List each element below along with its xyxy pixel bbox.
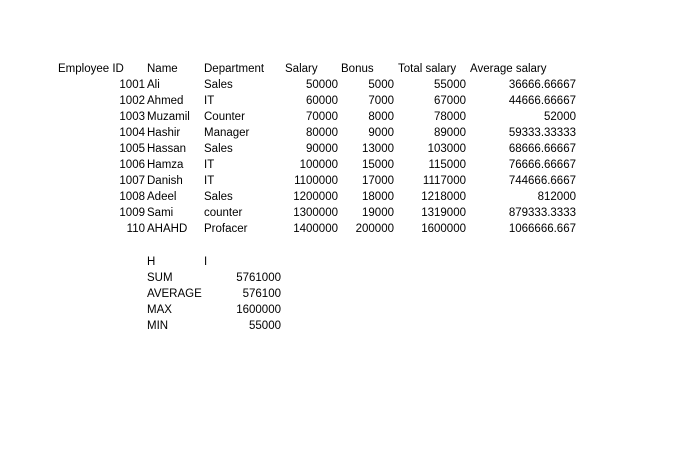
cell-salary: 60000 — [306, 95, 338, 107]
summary-label: MAX — [147, 304, 172, 316]
header-total-salary: Total salary — [398, 63, 457, 75]
cell-total-salary: 1319000 — [421, 207, 466, 219]
cell-bonus: 19000 — [362, 207, 394, 219]
cell-department: Profacer — [204, 223, 248, 235]
cell-employee-id: 1008 — [119, 191, 145, 203]
summary-column-h: H — [147, 256, 156, 268]
cell-total-salary: 1117000 — [422, 175, 466, 187]
summary-label: MIN — [147, 320, 169, 332]
cell-bonus: 13000 — [362, 143, 394, 155]
cell-bonus: 9000 — [368, 127, 394, 139]
header-employee-id: Employee ID — [58, 63, 124, 75]
cell-department: Sales — [204, 191, 233, 203]
cell-salary: 1400000 — [293, 223, 338, 235]
cell-salary: 100000 — [299, 159, 338, 171]
cell-salary: 70000 — [306, 111, 338, 123]
cell-salary: 1300000 — [293, 207, 338, 219]
summary-label: SUM — [147, 272, 173, 284]
cell-employee-id: 1009 — [119, 207, 145, 219]
cell-total-salary: 78000 — [434, 111, 466, 123]
cell-department: Sales — [204, 143, 233, 155]
cell-name: Danish — [147, 175, 183, 187]
cell-bonus: 8000 — [368, 111, 394, 123]
cell-salary: 1100000 — [294, 175, 338, 187]
cell-bonus: 200000 — [355, 223, 394, 235]
cell-average-salary: 879333.3333 — [508, 207, 576, 219]
cell-average-salary: 52000 — [544, 111, 576, 123]
summary-value: 576100 — [242, 288, 281, 300]
summary-value: 55000 — [249, 320, 281, 332]
cell-name: Sami — [147, 207, 174, 219]
summary-column-i: I — [204, 256, 208, 268]
cell-name: Muzamil — [147, 111, 190, 123]
cell-name: AHAHD — [147, 223, 188, 235]
cell-employee-id: 1003 — [119, 111, 145, 123]
cell-name: Hassan — [147, 143, 186, 155]
cell-name: Hashir — [147, 127, 181, 139]
summary-label: AVERAGE — [147, 288, 202, 300]
header-name: Name — [147, 63, 178, 75]
cell-total-salary: 1600000 — [421, 223, 466, 235]
cell-average-salary: 744666.6667 — [508, 175, 576, 187]
cell-average-salary: 68666.66667 — [508, 143, 576, 155]
summary-value: 5761000 — [236, 272, 281, 284]
cell-average-salary: 76666.66667 — [508, 159, 576, 171]
header-bonus: Bonus — [341, 63, 374, 75]
cell-total-salary: 55000 — [434, 79, 466, 91]
cell-bonus: 17000 — [362, 175, 394, 187]
cell-salary: 50000 — [306, 79, 338, 91]
cell-average-salary: 36666.66667 — [508, 79, 576, 91]
cell-employee-id: 1001 — [119, 79, 145, 91]
summary-value: 1600000 — [236, 304, 281, 316]
cell-name: Hamza — [147, 159, 184, 171]
cell-average-salary: 44666.66667 — [508, 95, 576, 107]
cell-name: Ahmed — [147, 95, 184, 107]
cell-employee-id: 1005 — [119, 143, 145, 155]
header-average-salary: Average salary — [470, 63, 547, 75]
cell-employee-id: 1006 — [119, 159, 145, 171]
cell-salary: 1200000 — [293, 191, 338, 203]
cell-bonus: 18000 — [362, 191, 394, 203]
cell-employee-id: 1007 — [119, 175, 145, 187]
cell-department: Manager — [204, 127, 250, 139]
cell-average-salary: 812000 — [537, 191, 576, 203]
cell-average-salary: 1066666.667 — [508, 223, 576, 235]
cell-department: Counter — [204, 111, 245, 123]
cell-total-salary: 115000 — [428, 159, 466, 171]
cell-employee-id: 110 — [126, 223, 145, 235]
cell-name: Adeel — [147, 191, 177, 203]
header-salary: Salary — [285, 63, 318, 75]
cell-department: IT — [204, 159, 215, 171]
cell-total-salary: 103000 — [427, 143, 466, 155]
header-department: Department — [204, 63, 265, 75]
cell-department: IT — [204, 95, 215, 107]
cell-name: Ali — [147, 79, 160, 91]
cell-bonus: 5000 — [368, 79, 394, 91]
cell-average-salary: 59333.33333 — [508, 127, 576, 139]
cell-employee-id: 1004 — [119, 127, 145, 139]
cell-total-salary: 1218000 — [421, 191, 466, 203]
cell-department: IT — [204, 175, 215, 187]
cell-total-salary: 67000 — [434, 95, 466, 107]
cell-department: Sales — [204, 79, 233, 91]
cell-bonus: 7000 — [368, 95, 394, 107]
cell-bonus: 15000 — [362, 159, 394, 171]
cell-department: counter — [204, 207, 243, 219]
cell-salary: 80000 — [306, 127, 338, 139]
cell-total-salary: 89000 — [434, 127, 466, 139]
cell-salary: 90000 — [306, 143, 338, 155]
cell-employee-id: 1002 — [119, 95, 145, 107]
